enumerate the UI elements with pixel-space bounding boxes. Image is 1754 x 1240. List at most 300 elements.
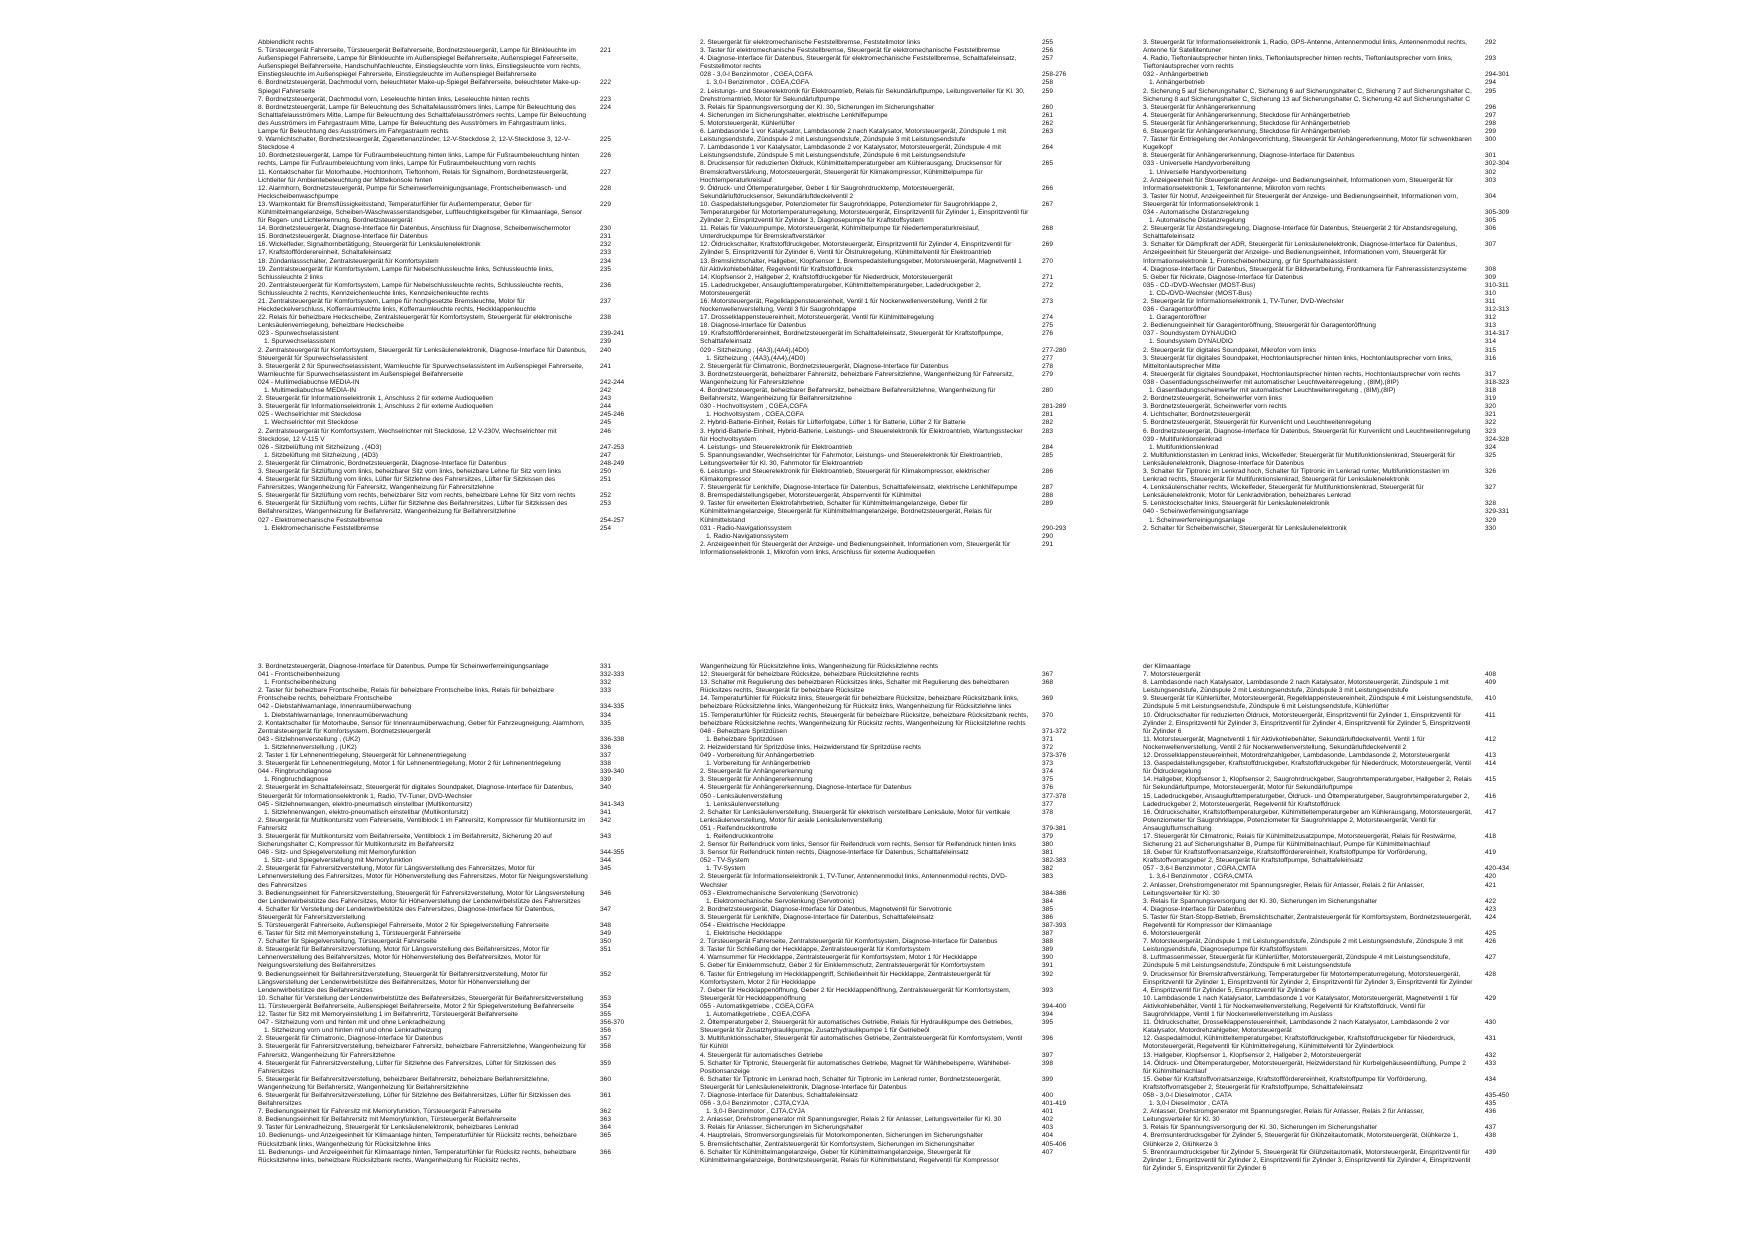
entry-page: 413 (1485, 752, 1497, 760)
section-heading-row (700, 525, 1080, 533)
entry-text: 2. Leistungs- und Steuerelektronik für Elektroantrieb, Relais für Sekundärluftpumpe, Leitungsverteiler für Kl. 30, Drehstromantrieb, Motor für Sekundärluftpumpe (700, 87, 1025, 103)
entry-page: 331 (600, 663, 612, 670)
entry-page: 434 (1485, 1075, 1497, 1083)
entry-text: 4. Leistungs- und Steuerelektronik für Elektroantrieb (700, 443, 853, 451)
index-entry-row (700, 484, 1080, 492)
index-entry-row (1143, 1076, 1523, 1092)
entry-page: 315 (1485, 346, 1497, 354)
index-entry-row (1143, 882, 1523, 898)
entry-page: 373-376 (1042, 752, 1067, 760)
entry-page: 399 (1042, 1075, 1054, 1083)
entry-text: 15. Temperaturfühler für Rücksitz rechts, Steuergerät für beheizbare Rücksitze, beheizbare Rücksitzbank rechts, beheizbare Rücksitzlehne rechts, Wangenheizung für Rücksitz rechts, Wangenheizung für Rücksitzlehne rechts (700, 711, 1029, 727)
entry-text: 033 - Universelle Handyvorbereitung (1143, 160, 1251, 168)
entry-page: 377-378 (1042, 792, 1067, 800)
entry-text: 042 - Diebstahlwarnanlage, Innenraumüberwachung (258, 703, 412, 711)
index-entry-row (258, 387, 638, 395)
entry-page: 394-400 (1042, 1002, 1067, 1010)
index-entry-row (258, 890, 638, 906)
entry-text: 2. Taster für beheizbare Frontscheibe, Relais für beheizbare Frontscheibe links, Relais für beheizbare Frontscheibe rechts, beheizbare Frontscheibe (258, 687, 555, 703)
index-entry-row (258, 1124, 638, 1132)
entry-text: 3. Bedienungseinheit für Fahrersitzverstellung, Steuergerät für Fahrersitzverstellung, Motor für Längsverstellung der Lendenwirbelstütze des Fahrersitzes, Motor für Höhenverstellung der Lendenwirbelstütze des Fahrersitzes (258, 889, 585, 905)
entry-page: 422 (1485, 897, 1497, 905)
entry-page: 299 (1485, 128, 1497, 136)
index-entry-row (258, 857, 638, 865)
entry-text: 13. Warnkontakt für Bremsflüssigkeitsstand, Temperaturfühler für Außentemperatur, Geber für Kühlmittelmangelanzeige, Scheiben-Waschwasserstandsgeber, Luftfeuchtigkeitsgeber für Klimaanlage, Sensor für Regen- und Lichterkennung, Bordnetzsteuergerät (258, 200, 583, 225)
entry-text: 8. Drucksensor für reduzierten Öldruck, Kühlmitteltemperaturgeber am Kühlerausgang, Drucksensor für Bremskraftverstärkung, Motorsteuergerät, Steuergerät für Klimakompressor, Kühlmittelpumpe für Hochtemperaturkreislauf (700, 160, 1002, 184)
index-entry-row (700, 768, 1080, 776)
entry-page: 290-293 (1042, 524, 1067, 532)
entry-page: 403 (1042, 1124, 1054, 1132)
entry-text: 3. Steuergerät für Informationselektronik 1, Radio, GPS-Antenne, Antennenmodul links, Antennenmodul rechts, Antenne für Satellitentuner (1143, 39, 1468, 55)
index-entry-row (258, 201, 638, 225)
entry-page: 439 (1485, 1148, 1497, 1156)
index-entry-row (258, 1116, 638, 1124)
entry-page: 387 (1042, 930, 1054, 938)
entry-page: 316 (1485, 354, 1497, 362)
entry-page: 349 (600, 930, 612, 938)
index-entry-row (258, 930, 638, 938)
entry-page: 417 (1485, 808, 1497, 816)
section-heading-row (700, 1100, 1080, 1108)
entry-text: 4. Steuergerät für digitales Soundpaket, Hochtonlautsprecher hinten rechts, Hochtonlautsprecher vorn rechts (1143, 370, 1461, 378)
index-entry-row (1143, 906, 1523, 914)
entry-page: 337 (600, 752, 612, 760)
entry-text: 5. Türsteuergerät Fahrerseite, Außenspiegel Fahrerseite, Motor 2 für Spiegelverstellung Fahrerseite (258, 922, 549, 929)
entry-text: 3. Steuergerät für Fahrersitzverstellung, beheizbarer Fahrersitz, beheizbare Fahrersitzlehne, Wangenheizung für Fahrersitz, Wangenheizung für Fahrersitzlehne (258, 1043, 587, 1059)
entry-page: 294-301 (1485, 71, 1510, 79)
entry-text: 8. Bedienungseinheit für Beifahrersitz mit Memoryfunktion, Türsteuergerät Beifahrerseite (258, 1116, 517, 1124)
entry-page: 389 (1042, 946, 1054, 954)
index-entry-row (258, 938, 638, 946)
entry-page: 339 (600, 776, 612, 784)
entry-page: 221 (600, 47, 612, 55)
index-entry-row (258, 39, 638, 47)
entry-page: 302-304 (1485, 160, 1510, 168)
index-entry-row (700, 1076, 1080, 1092)
entry-page: 432 (1485, 1051, 1497, 1059)
section-heading-row (1143, 209, 1523, 217)
index-entry-row (700, 679, 1080, 695)
index-entry-row (700, 371, 1080, 387)
index-entry-row (258, 663, 638, 671)
entry-text: 4. Lenksäulenschalter rechts, Wickelfeder, Steuergerät für Multifunktionslenkrad, Steuergerät für Lenksäulenelektronik, Motor für Lenkradvibration, beheizbares Lenkrad (1143, 484, 1424, 500)
index-entry-row (700, 760, 1080, 768)
entry-text: 2. Steuergerät für Climatronic, Bordnetzsteuergerät, Diagnose-Interface für Datenbus (258, 459, 507, 467)
entry-page: 287 (1042, 484, 1054, 492)
index-entry-row (1143, 468, 1523, 484)
entry-page: 397 (1042, 1051, 1054, 1059)
entry-page: 437 (1485, 1124, 1497, 1132)
entry-text: 7. Diagnose-Interface für Datenbus, Schalttafeleinsatz (700, 1091, 858, 1099)
entry-text: 1. Soundsystem DYNAUDIO (1149, 338, 1233, 346)
entry-page: 435-450 (1485, 1091, 1510, 1099)
entry-text: 5. Steuergerät für Beifahrersitzverstellung, beheizbarer Beifahrersitz, beheizbare Beifahrersitzlehne, Wangenheizung für Beifahrersitz, Wangenheizung für Beifahrersitzlehne (258, 1075, 550, 1091)
entry-text: 1. Sitzheizung , (4A3),(4A4),(4D0) (706, 354, 806, 362)
index-entry-row (258, 1132, 638, 1148)
entry-page: 362 (600, 1108, 612, 1116)
entry-text: 6. Motorsteuergerät (1143, 930, 1201, 938)
entry-text: 14. Öldruck- und Öltemperaturgeber, Motorsteuergerät, Heizwiderstand für Kurbelgehäuseentlüftung, Pumpe 2 für Kühlmittelnachlauf (1143, 1059, 1466, 1075)
entry-page: 244 (600, 403, 612, 411)
entry-text: 6. Bordnetzsteuergerät, Diagnose-Interface für Datenbus, Steuergerät für Kurvenlicht und Leuchtweitenregelung (1143, 427, 1471, 435)
index-entry-row (700, 500, 1080, 524)
entry-text: 8. Steuergerät für Beifahrersitzverstellung, Motor für Längsverstellung des Beifahrersitzes, Motor für Lehnenverstellung des Beifahrersitzes, Motor für Höhenverstellung des Beifahrersitzes, Motor für Neigungsverstellung des Beifahrersitzes (258, 946, 550, 970)
entry-text: 3. Steuergerät für Lehnenentriegelung, Motor 1 für Lehnenentriegelung, Motor 2 für Lehnenentriegelung (258, 760, 561, 768)
entry-text: 2. Multifunktionstasten im Lenkrad links, Wickelfeder, Steuergerät für Multifunktionslenkrad, Steuergerät für Lenksäulenelektronik, Diagnose-Interface für Datenbus (1143, 451, 1455, 467)
entry-page: 395 (1042, 1019, 1054, 1027)
entry-text: 7. Motorsteuergerät, Zündspule 1 mit Leistungsendstufe, Zündspule 2 mit Leistungsendstufe, Zündspule 3 mit Leistungsendstufe, Diagnosepumpe für Kraftstoffsystem (1143, 938, 1463, 954)
section-heading-row (700, 922, 1080, 930)
index-entry-row (700, 663, 1080, 671)
entry-page: 381 (1042, 849, 1054, 857)
index-entry-row (1143, 169, 1523, 177)
entry-text: 7. Geber für Heckklappenöffnung, Geber 2 für Heckklappenöffnung, Zentralsteuergerät für Komfortsystem, Steuergerät für Heckklappenöffnung (700, 986, 1011, 1002)
entry-page: 223 (600, 95, 612, 103)
entry-page: 357 (600, 1035, 612, 1043)
entry-page: 304 (1485, 192, 1497, 200)
entry-text: 8. Steuergerät für Anhängererkennung, Diagnose-Interface für Datenbus (1143, 152, 1355, 160)
entry-page: 361 (600, 1091, 612, 1099)
entry-page: 379 (1042, 832, 1054, 840)
entry-text: 10. Gaspedalstellungsgeber, Potenziometer für Saugrohrklappe, Potenziometer für Saugrohrklappe 2, Temperaturgeber für Motortemperaturregelung, Motorsteuergerät, Einspritzventil für Zylinder 1, Einspritzventil für Zylinder 2, Einspritzventil für Zylinder 3, Diagnosepumpe für Kraftstoffsystem (700, 200, 1029, 225)
entry-text: 2. Zentralsteuergerät für Komfortsystem, Steuergerät für Lenksäulenelektronik, Diagnose-Interface für Datenbus, Steuergerät für Spurwechselassistent (258, 346, 587, 362)
entry-text: 1. 3,0-l Dieselmotor , CATA (1149, 1100, 1229, 1108)
entry-text: 1. Automatische Distanzregelung (1149, 217, 1246, 225)
index-column-6 (1143, 663, 1523, 1173)
index-entry-row (258, 809, 638, 817)
entry-page: 226 (600, 152, 612, 160)
index-column-5 (700, 663, 1080, 1165)
entry-page: 228 (600, 184, 612, 192)
entry-text: 10. Bedienungs- und Anzeigeeinheit für Klimaanlage hinten, Temperaturfühler für Rücksitz rechts, beheizbare Rücksitzbank links, Wangenheizung für Rücksitzlehne links (258, 1132, 577, 1148)
entry-text: 17. Steuergerät für Climatronic, Relais für Kühlmittelzusatzpumpe, Motorsteuergerät, Relais für Restwärme, Sicherung 21 auf Sicherungshalter B, Pumpe für Kühlmittelnachlauf, Pumpe für Kühlmittelnachlauf (1143, 832, 1457, 849)
section-heading-row (258, 703, 638, 711)
entry-page: 308 (1485, 265, 1497, 273)
entry-text: 10. Lambdasonde 1 nach Katalysator, Lambdasonde 1 vor Katalysator, Motorsteuergerät, Magnetventil 1 für Aktivkohlebehälter, Ventil 1 für Nockenwellenverstellung, Regelventil für Kraftstoffdruck, Ventil für Saugrohrklappe, Ventil 1 für Nockenwellenverstellung im Auslass (1143, 994, 1459, 1019)
entry-page: 263 (1042, 128, 1054, 136)
entry-page: 336 (600, 743, 612, 751)
entry-text: 1. Radio-Navigationssystem (706, 532, 789, 540)
entry-text: 1. Sitzheizung vorn und hinten mit und ohne Lenkradheizung (264, 1027, 442, 1035)
entry-page: 245-246 (600, 411, 625, 419)
entry-text: 037 - Soundsystem DYNAUDIO (1143, 330, 1237, 338)
index-entry-row (258, 419, 638, 427)
entry-text: 16. Öldruckschalter, Kraftstofftemperaturgeber, Kühlmitteltemperaturgeber am Kühlerausgang, Motorsteuergerät, Potenziometer für Saugrohrklappe, Potenziometer für Saugrohrklappe 2, Motorsteuergerät, Ventil für Ansaugluftumschaltung (1143, 808, 1473, 832)
entry-text: 1. Multimediabuchse MEDIA-IN (264, 387, 356, 395)
index-entry-row (700, 355, 1080, 363)
entry-text: 2. Taster 1 für Lehnenentriegelung, Steuergerät für Lehnenentriegelung (258, 752, 467, 760)
entry-page: 345 (600, 865, 612, 873)
entry-text: 056 - 3,0-l Benzinmotor , CJTA,CYJA (700, 1100, 809, 1108)
entry-page: 283 (1042, 427, 1054, 435)
entry-text: 030 - Hochvoltsystem , CGEA,CGFA (700, 403, 808, 411)
entry-page: 394 (1042, 1011, 1054, 1019)
entry-text: 4. Diagnose-Interface für Datenbus, Steuergerät für elektromechanische Feststellbremse, Schalttafeleinsatz, Feststellmotor rechts (700, 55, 1017, 71)
index-entry-row (1143, 419, 1523, 427)
index-entry-row (700, 39, 1080, 47)
entry-page: 312-313 (1485, 306, 1510, 314)
entry-page: 339-340 (600, 768, 625, 776)
entry-text: 051 - Reifendruckkontrolle (700, 824, 777, 832)
index-entry-row (700, 112, 1080, 120)
entry-page: 334-335 (600, 703, 625, 711)
entry-page: 348 (600, 922, 612, 929)
entry-text: 2. Bordnetzsteuergerät, Scheinwerfer vorn links (1143, 395, 1282, 403)
entry-page: 309 (1485, 273, 1497, 281)
entry-page: 396 (1042, 1035, 1054, 1043)
index-entry-row (258, 347, 638, 363)
entry-page: 325 (1485, 451, 1497, 459)
entry-page: 438 (1485, 1132, 1497, 1140)
entry-text: 5. Bremslichtschalter, Zentralsteuergerät für Komfortsystem, Sicherungen im Sicherungshalter (700, 1140, 975, 1148)
entry-page: 382-383 (1042, 857, 1067, 865)
entry-page: 260 (1042, 103, 1054, 111)
entry-text: 4. Diagnose-Interface für Datenbus (1143, 905, 1246, 913)
entry-text: 10. Bordnetzsteuergerät, Lampe für Fußraumbeleuchtung hinten links, Lampe für Fußraumbeleuchtung hinten rechts, Lampe für Fußraumbeleuchtung vorn links, Lampe für Fußraumbeleuchtung vorn rechts (258, 152, 580, 168)
entry-text: 9. Bedienungseinheit für Beifahrersitzverstellung, Steuergerät für Beifahrersitzverstellung, Motor für Längsverstellung der Lendenwirbelstütze des Beifahrersitzes, Motor für Höhenverstellung der Lendenwirbelstütze des Beifahrersitzes (258, 970, 548, 994)
entry-page: 350 (600, 938, 612, 946)
entry-page: 252 (600, 492, 612, 500)
entry-page: 311 (1485, 298, 1496, 305)
index-entry-row (258, 47, 638, 79)
entry-page: 286 (1042, 467, 1054, 475)
entry-page: 239 (600, 338, 612, 346)
index-entry-row (700, 452, 1080, 468)
entry-page: 273 (1042, 298, 1054, 305)
entry-text: der Klimaanlage (1143, 663, 1191, 670)
entry-text: 2. Anlasser, Drehstromgenerator mit Spannungsregler, Relais für Anlasser, Relais 2 für Anlasser, Leitungsverteiler für Kl. 30 (1143, 1108, 1425, 1124)
index-entry-row (1143, 736, 1523, 752)
index-entry-row (1143, 314, 1523, 322)
index-entry-row (1143, 428, 1523, 436)
index-entry-row (258, 1092, 638, 1108)
entry-page: 368 (1042, 679, 1054, 687)
entry-page: 229 (600, 200, 612, 208)
index-entry-row (258, 476, 638, 492)
entry-text: 1. 3,0-l Benzinmotor , CGEA,CGFA (706, 79, 809, 87)
entry-text: 10. Schalter für Verstellung der Lendenwirbelstütze des Beifahrersitzes, Steuergerät für Beifahrersitzverstellung (258, 994, 584, 1002)
entry-text: 18. Diagnose-Interface für Datenbus (700, 322, 807, 330)
entry-page: 291 (1042, 540, 1054, 548)
entry-page: 332-333 (600, 671, 625, 679)
entry-page: 294 (1485, 79, 1497, 87)
index-entry-row (1143, 679, 1523, 695)
entry-page: 242-244 (600, 378, 625, 386)
entry-text: 1. 3,6-l Benzinmotor , CGRA,CMTA (1149, 873, 1253, 881)
index-entry-row (1143, 395, 1523, 403)
entry-page: 295 (1485, 87, 1497, 95)
entry-page: 370 (1042, 711, 1054, 719)
entry-page: 318-323 (1485, 378, 1510, 386)
entry-text: 4. Hauptrelais, Stromversorgungsrelais für Motorkomponenten, Sicherungen im Sicherungshalter (700, 1132, 983, 1140)
index-entry-row (1143, 152, 1523, 160)
entry-text: 1. Multifunktionslenkrad (1149, 443, 1219, 451)
entry-page: 305-309 (1485, 208, 1510, 216)
entry-text: 039 - Multifunktionslenkrad (1143, 435, 1222, 443)
index-entry-row (700, 282, 1080, 298)
entry-page: 359 (600, 1059, 612, 1067)
index-entry-row (258, 428, 638, 444)
entry-text: 12. Steuergerät für beheizbare Rücksitze, beheizbare Rücksitzlehne rechts (700, 671, 919, 679)
entry-text: 20. Zentralsteuergerät für Komfortsystem, Lampe für Nebelschlussleuchte rechts, Schlussleuchte rechts, Schlussleuchte 2 rechts, Kennzeichenleuchte links, Kennzeichenleuchte rechts (258, 281, 564, 297)
index-entry-row (700, 1060, 1080, 1076)
entry-text: 5. Steuergerät für Sitzlüftung vorn rechts, beheizbarer Sitz vorn rechts, beheizbare Lehne für Sitz vorn rechts (258, 492, 576, 500)
index-entry-row (258, 241, 638, 249)
index-entry-row (700, 930, 1080, 938)
index-entry-row (1143, 112, 1523, 120)
entry-text: 8. Lambdasonde nach Katalysator, Lambdasonde 2 nach Katalysator, Motorsteuergerät, Zündspule 1 mit Leistungsendstufe, Zündspule 2 mit Leistungsendstufe, Zündspule 3 mit Leistungsendstufe (1143, 679, 1449, 695)
index-entry-row (1143, 914, 1523, 930)
entry-text: 18. Geber für Kraftstoffvorratsanzeige, Kraftstoffförderereinheit, Kraftstoffpumpe für Vorförderung, Kraftstoffvorratsgeber 2, Steuergerät für Kraftstoffpumpe, Schalttafeleinsatz (1143, 849, 1427, 865)
index-entry-row (1143, 387, 1523, 395)
entry-page: 255 (1042, 39, 1054, 46)
entry-page: 269 (1042, 241, 1054, 249)
entry-text: 2. Hybrid-Batterie-Einheit, Relais für Lüfterfolgabe, Lüfter 1 für Batterie, Lüfter 2 für Batterie (700, 419, 966, 427)
entry-text: 13. Bremslichtschalter, Hallgeber, Klopfsensor 1, Bremspedalstellungsgeber, Motorsteuergerät, Magnetventil 1 für Aktivkohlebehälter, Regelventil für Kraftstoffdruck (700, 257, 1022, 273)
entry-text: 17. Drosselklappensteuereinheit, Motorsteuergerät, Ventil für Kühlmittelregelung (700, 314, 934, 322)
entry-page: 271 (1042, 273, 1054, 281)
entry-page: 224 (600, 103, 612, 111)
index-entry-row (1143, 79, 1523, 87)
entry-page: 352 (600, 970, 612, 978)
index-entry-row (700, 987, 1080, 1003)
index-entry-row (1143, 411, 1523, 419)
index-entry-row (700, 330, 1080, 346)
index-entry-row (700, 962, 1080, 970)
entry-page: 404 (1042, 1132, 1054, 1140)
entry-page: 343 (600, 832, 612, 840)
entry-page: 322 (1485, 419, 1497, 427)
entry-page: 433 (1485, 1059, 1497, 1067)
entry-text: 1. Diebstahlwarnanlage, Innenraumüberwachung (264, 711, 408, 719)
entry-text: 7. Bedienungseinheit für Fahrersitz mit Memoryfunktion, Türsteuergerät Fahrerseite (258, 1108, 502, 1116)
index-entry-row (258, 971, 638, 995)
entry-text: 057 - 3,6-l Benzinmotor , CGRA,CMTA (1143, 865, 1257, 873)
entry-page: 232 (600, 241, 612, 249)
entry-text: 3. Taster für elektromechanische Feststellbremse, Steuergerät für elektromechanische Feststellbremse (700, 47, 1001, 55)
entry-text: 032 - Anhängerbetrieb (1143, 71, 1209, 79)
section-heading-row (700, 793, 1080, 801)
entry-text: 2. Anzeigeeinheit für Steuergerät der Anzeige- und Bedienungseinheit, Informationen vorn, Steuergerät für Informationselektronik 1, Telefonantenne, Mikrofon vorn rechts (1143, 176, 1454, 192)
entry-page: 266 (1042, 184, 1054, 192)
entry-text: 12. Öldruckschalter, Kraftstoffdruckgeber, Motorsteuergerät, Einspritzventil für Zylinder 4, Einspritzventil für Zylinder 5, Einspritzventil für Zylinder 6, Ventil für Ölstrukregelung, Kühlmittelventil für Elektroantrieb (700, 241, 1012, 257)
index-entry-row (1143, 752, 1523, 760)
entry-text: 2. Steuergerät für Fahrersitzverstellung, Motor für Längsverstellung des Fahrersitzes, Motor für Lehnenverstellung des Fahrersitzes, Motor für Höhenverstellung des Fahrersitzes, Motor für Neigungsverstellung des Fahrersitzes (258, 865, 588, 889)
entry-page: 259 (1042, 87, 1054, 95)
entry-page: 371-372 (1042, 727, 1067, 735)
entry-text: 2. Heizwiderstand für Spritzdüse links, Heizwiderstand für Spritzdüse rechts (700, 743, 921, 751)
entry-page: 367 (1042, 671, 1054, 679)
entry-text: 15. Ladedruckgeber, Ansauglufttemperaturgeber, Kühlmitteltemperaturgeber, Ladedruckgeber 2, Motorsteuergerät (700, 281, 981, 297)
entry-text: 028 - 3,0-l Benzinmotor , CGEA,CGFA (700, 71, 813, 79)
entry-page: 353 (600, 994, 612, 1002)
entry-text: 3. Relais für Spannungsversorgung der Kl. 30, Sicherungen im Sicherungshalter (700, 103, 935, 111)
entry-text: 14. Bordnetzsteuergerät, Diagnose-Interface für Datenbus, Anschluss für Diagnose, Scheibenwischermotor (258, 225, 571, 233)
section-heading-row (1143, 330, 1523, 338)
index-entry-row (1143, 177, 1523, 193)
entry-text: 2. Schalter für Lenksäulenverstellung, Steuergerät für elektrisch verstellbare Lenksäule, Motor für vertikale Lenksäulenverstellung, Motor für axiale Lenksäulenverstellung (700, 808, 1011, 824)
entry-text: 22. Relais für beheizbare Heckscheibe, Zentralsteuergerät für Komfortsystem, Steuergerät für elektronische Lenksäulenverriegelung, beheizbare Heckscheibe (258, 314, 573, 330)
entry-text: 13. Gaspedalstellungsgeber, Kraftstoffdruckgeber, Kraftstoffdruckgeber für Niederdruck, Motorsteuergerät, Ventil für Öldruckregelung (1143, 760, 1471, 776)
entry-page: 230 (600, 225, 612, 233)
entry-page: 296 (1485, 103, 1497, 111)
index-entry-row (258, 338, 638, 346)
index-entry-row (700, 906, 1080, 914)
entry-text: 5. Türsteuergerät Fahrerseite, Türsteuergerät Beifahrerseite, Bordnetzsteuergerät, Lampe für Blinkleuchte im Außenspiegel Fahrerseite, Lampe für Blinkleuchte im Außenspiegel Beifahrerseite, Außenspiegel Fahrerseite, Außenspiegel Beifahrerseite, Handschuhfachleuchte, Einstiegsleuchte vorn links, Einstiegsleuchte vorn rechts, Einstiegsleuchte im Außenspiegel Fahrerseite, Einstiegsleuchte im Außenspiegel Beifahrerseite (258, 47, 581, 79)
index-entry-row (700, 492, 1080, 500)
index-entry-row (700, 833, 1080, 841)
entry-text: 13. Schalter mit Regulierung des beheizbaren Rücksitzes links, Schalter mit Regulierung des beheizbaren Rücksitzes rechts, Steuergerät für beheizbare Rücksitze (700, 679, 1009, 695)
entry-page: 234 (600, 257, 612, 265)
entry-page: 371 (1042, 735, 1054, 743)
entry-page: 341-343 (600, 800, 625, 808)
index-entry-row (258, 865, 638, 889)
index-entry-row (258, 1011, 638, 1019)
entry-page: 372 (1042, 743, 1054, 751)
entry-text: 3. Steuergerät für Multikontursitz vorn Beifahrerseite, Ventilblock 1 im Beifahrersitz, Sicherung 20 auf Sicherungshalter C, Kompressor für Multikontursitz im Beifahrersitz (258, 832, 552, 849)
index-entry-row (1143, 347, 1523, 355)
entry-page: 384-386 (1042, 889, 1067, 897)
entry-page: 420 (1485, 873, 1497, 881)
index-entry-row (258, 500, 638, 516)
index-column-3 (1143, 39, 1523, 533)
index-entry-row (1143, 712, 1523, 736)
entry-page: 338 (600, 760, 612, 768)
entry-text: 4. Schalter für Verstellung der Lendenwirbelstütze des Fahrersitzes, Diagnose-Interface für Datenbus, Steuergerät für Fahrersitzverstellung (258, 905, 555, 921)
entry-page: 392 (1042, 970, 1054, 978)
entry-page: 366 (600, 1148, 612, 1156)
entry-page: 388 (1042, 938, 1054, 946)
entry-text: 6. Leistungs- und Steuerelektronik für Elektroantrieb, Steuergerät für Klimakompressor, elektrischer Klimakompressor (700, 467, 990, 484)
entry-page: 258 (1042, 79, 1054, 87)
entry-text: 1. Sitzlehnenverstellung , (UK2) (264, 743, 357, 751)
entry-page: 323 (1485, 427, 1497, 435)
index-entry-row (258, 403, 638, 411)
entry-text: 7. Bordnetzsteuergerät, Dachmodul vorn, Leseleuchte hinten links, Leseleuchte hinten rechts (258, 95, 530, 103)
entry-page: 306 (1485, 225, 1497, 233)
index-entry-row (700, 225, 1080, 241)
entry-text: 6. Steuergerät für Sitzlüftung vorn rechts, Lüfter für Sitzlehne des Beifahrersitzes, Lüfter für Sitzkissen des Beifahrersitzes, Wangenheizung für Beifahrersitz, Wangenheizung für Beifahrersitzlehne (258, 500, 568, 516)
entry-text: 3. Relais für Spannungsversorgung der Kl. 30, Sicherungen im Sicherungshalter (1143, 897, 1378, 905)
entry-page: 423 (1485, 905, 1497, 913)
index-entry-row (1143, 1019, 1523, 1035)
index-entry-row (258, 1035, 638, 1043)
entry-text: 4. Steuergerät für Fahrersitzverstellung, Lüfter für Sitzlehne des Fahrersitzes, Lüfter für Sitzkissen des Fahrersitzes (258, 1059, 556, 1075)
index-entry-row (700, 128, 1080, 144)
entry-page: 384 (1042, 897, 1054, 905)
entry-page: 398 (1042, 1059, 1054, 1067)
entry-text: 1. Elektromechanische Feststellbremse (264, 524, 380, 532)
entry-text: 050 - Lenksäulenverstellung (700, 792, 783, 800)
entry-page: 292 (1485, 39, 1497, 46)
entry-text: 3. Taster für Schließung der Heckklappe, Zentralsteuergerät für Komfortsystem (700, 946, 931, 954)
index-entry-row (258, 169, 638, 185)
index-entry-row (1143, 452, 1523, 468)
index-entry-row (700, 971, 1080, 987)
index-column-2 (700, 39, 1080, 557)
index-entry-row (258, 679, 638, 687)
entry-page (1042, 663, 1080, 671)
entry-page: 262 (1042, 119, 1054, 127)
index-entry-row (700, 1052, 1080, 1060)
entry-text: 6. Schalter für Kühlmittelmangelanzeige, Geber für Kühlmittelmangelanzeige, Steuergerät für Kühlmittelmangelanzeige, Bordnetzsteuergerät, Relais für Kühlmittelstand, Regelventil für Kompressor (700, 1148, 999, 1164)
index-entry-row (700, 322, 1080, 330)
entry-text: 047 - Sitzheizung vorn und hinten mit und ohne Lenkradheizung (258, 1019, 445, 1027)
entry-text: 7. Lambdasonde 1 vor Katalysator, Lambdasonde 2 vor Katalysator, Motorsteuergerät, Zündspule 4 mit Leistungsendstufe, Zündspule 5 mit Leistungsendstufe, Zündspule 6 mit Leistungsendstufe (700, 144, 1001, 160)
index-entry-row (700, 387, 1080, 403)
entry-page: 277-280 (1042, 346, 1067, 354)
index-entry-row (1143, 971, 1523, 995)
